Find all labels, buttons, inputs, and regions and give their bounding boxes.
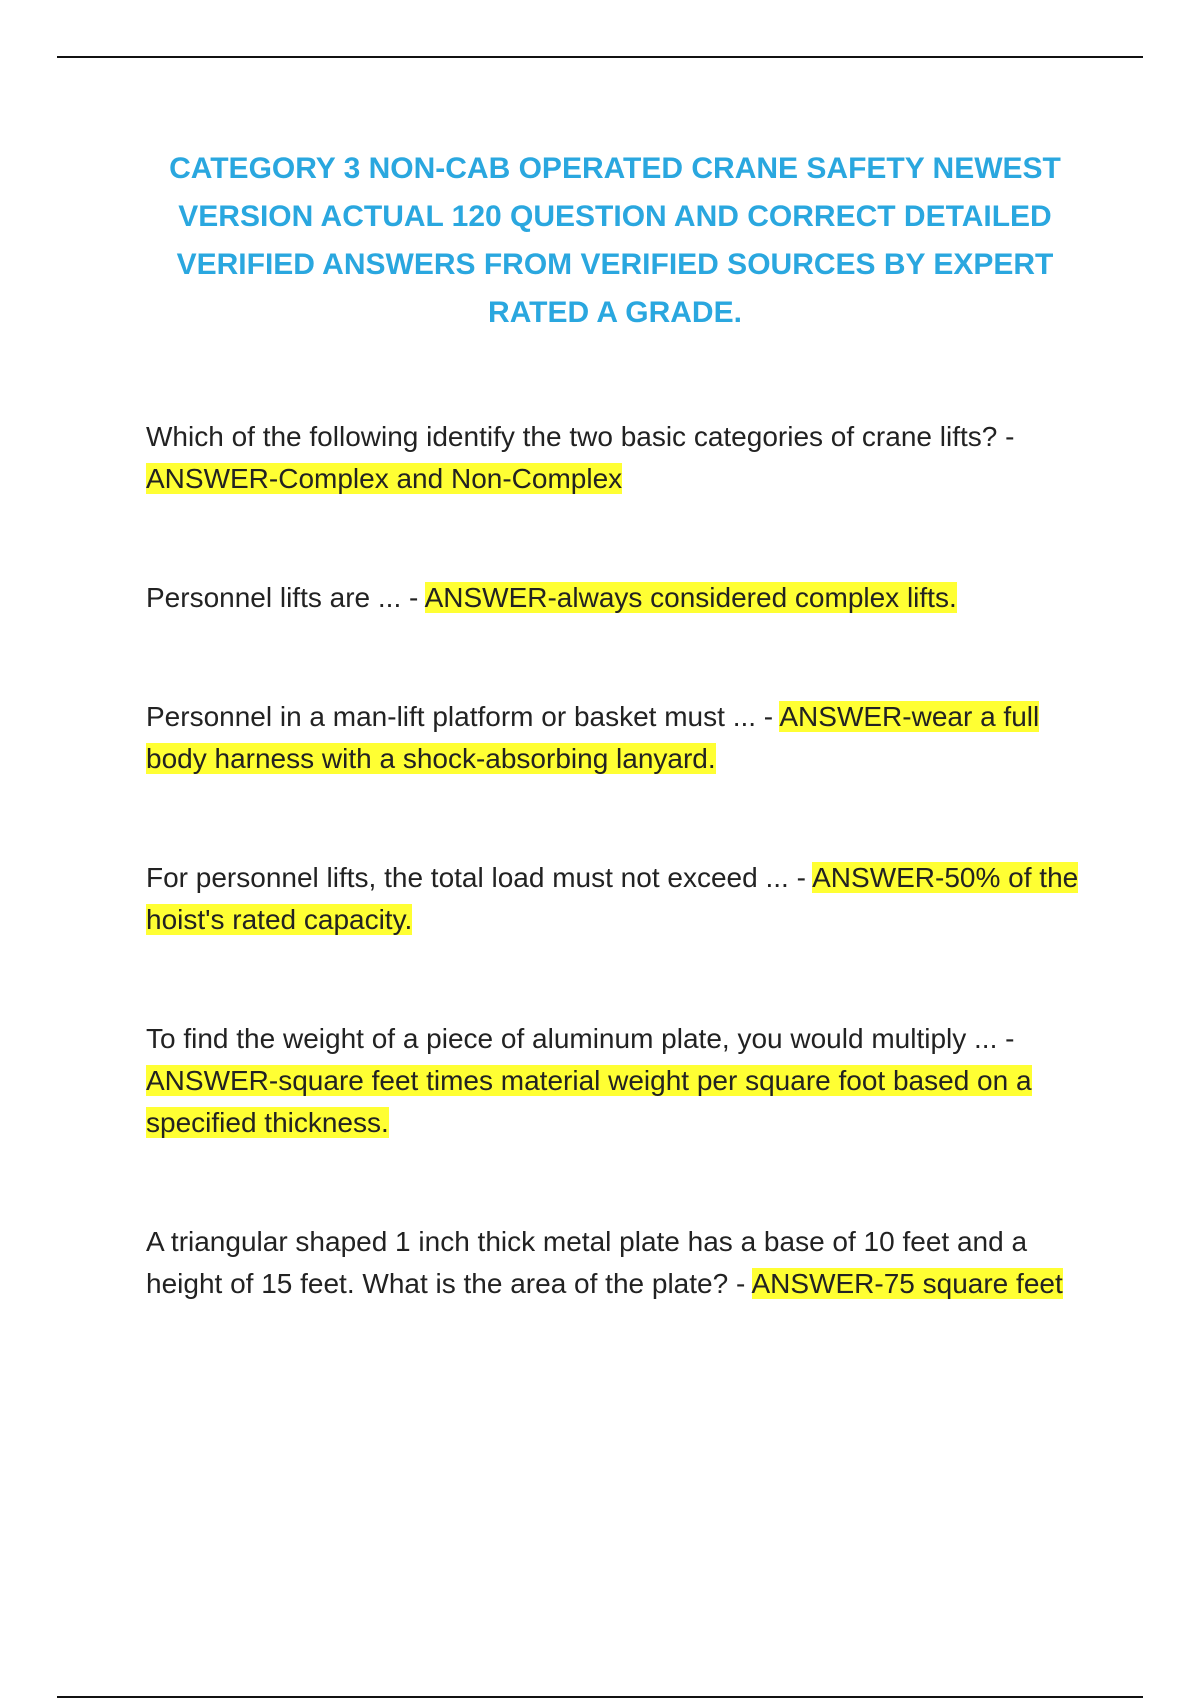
question-text: Which of the following identify the two basic categories of crane lifts? - [146, 421, 1015, 452]
answer-highlight: ANSWER-square feet times material weight per square foot based on a specified thickness. [146, 1065, 1032, 1138]
answer-highlight: ANSWER-75 square feet [751, 1268, 1063, 1299]
qa-item-1 [146, 416, 1086, 500]
qa-item-3 [146, 696, 1086, 780]
qa-list [146, 416, 1086, 1305]
top-rule [57, 56, 1143, 58]
qa-item-4 [146, 857, 1086, 941]
document-title: CATEGORY 3 NON-CAB OPERATED CRANE SAFETY NEWEST VERSION ACTUAL 120 QUESTION AND CORRECT DETAILED VERIFIED ANSWERS FROM VERIFIED SOURCES BY EXPERT RATED A GRADE. [169, 152, 1061, 329]
question-text: Personnel in a man-lift platform or basket must ... - [146, 701, 780, 732]
question-text: To find the weight of a piece of aluminum plate, you would multiply ... - [146, 1023, 1015, 1054]
question-text: A triangular shaped 1 inch thick metal plate has a base of 10 feet and a height of 15 feet. What is the area of the plate? - [146, 1226, 1028, 1299]
answer-highlight: ANSWER-always considered complex lifts. [424, 582, 957, 613]
qa-item-6 [146, 1221, 1086, 1305]
qa-item-5 [146, 1018, 1086, 1144]
bottom-rule [57, 1696, 1143, 1698]
qa-item-2 [146, 577, 1086, 619]
answer-highlight: ANSWER-50% of the hoist's rated capacity. [146, 862, 1079, 935]
question-text: Personnel lifts are ... - [146, 582, 425, 613]
question-text: For personnel lifts, the total load must not exceed ... - [146, 862, 813, 893]
answer-highlight: ANSWER-wear a full body harness with a shock-absorbing lanyard. [146, 701, 1040, 774]
answer-highlight: ANSWER-Complex and Non-Complex [146, 463, 623, 494]
